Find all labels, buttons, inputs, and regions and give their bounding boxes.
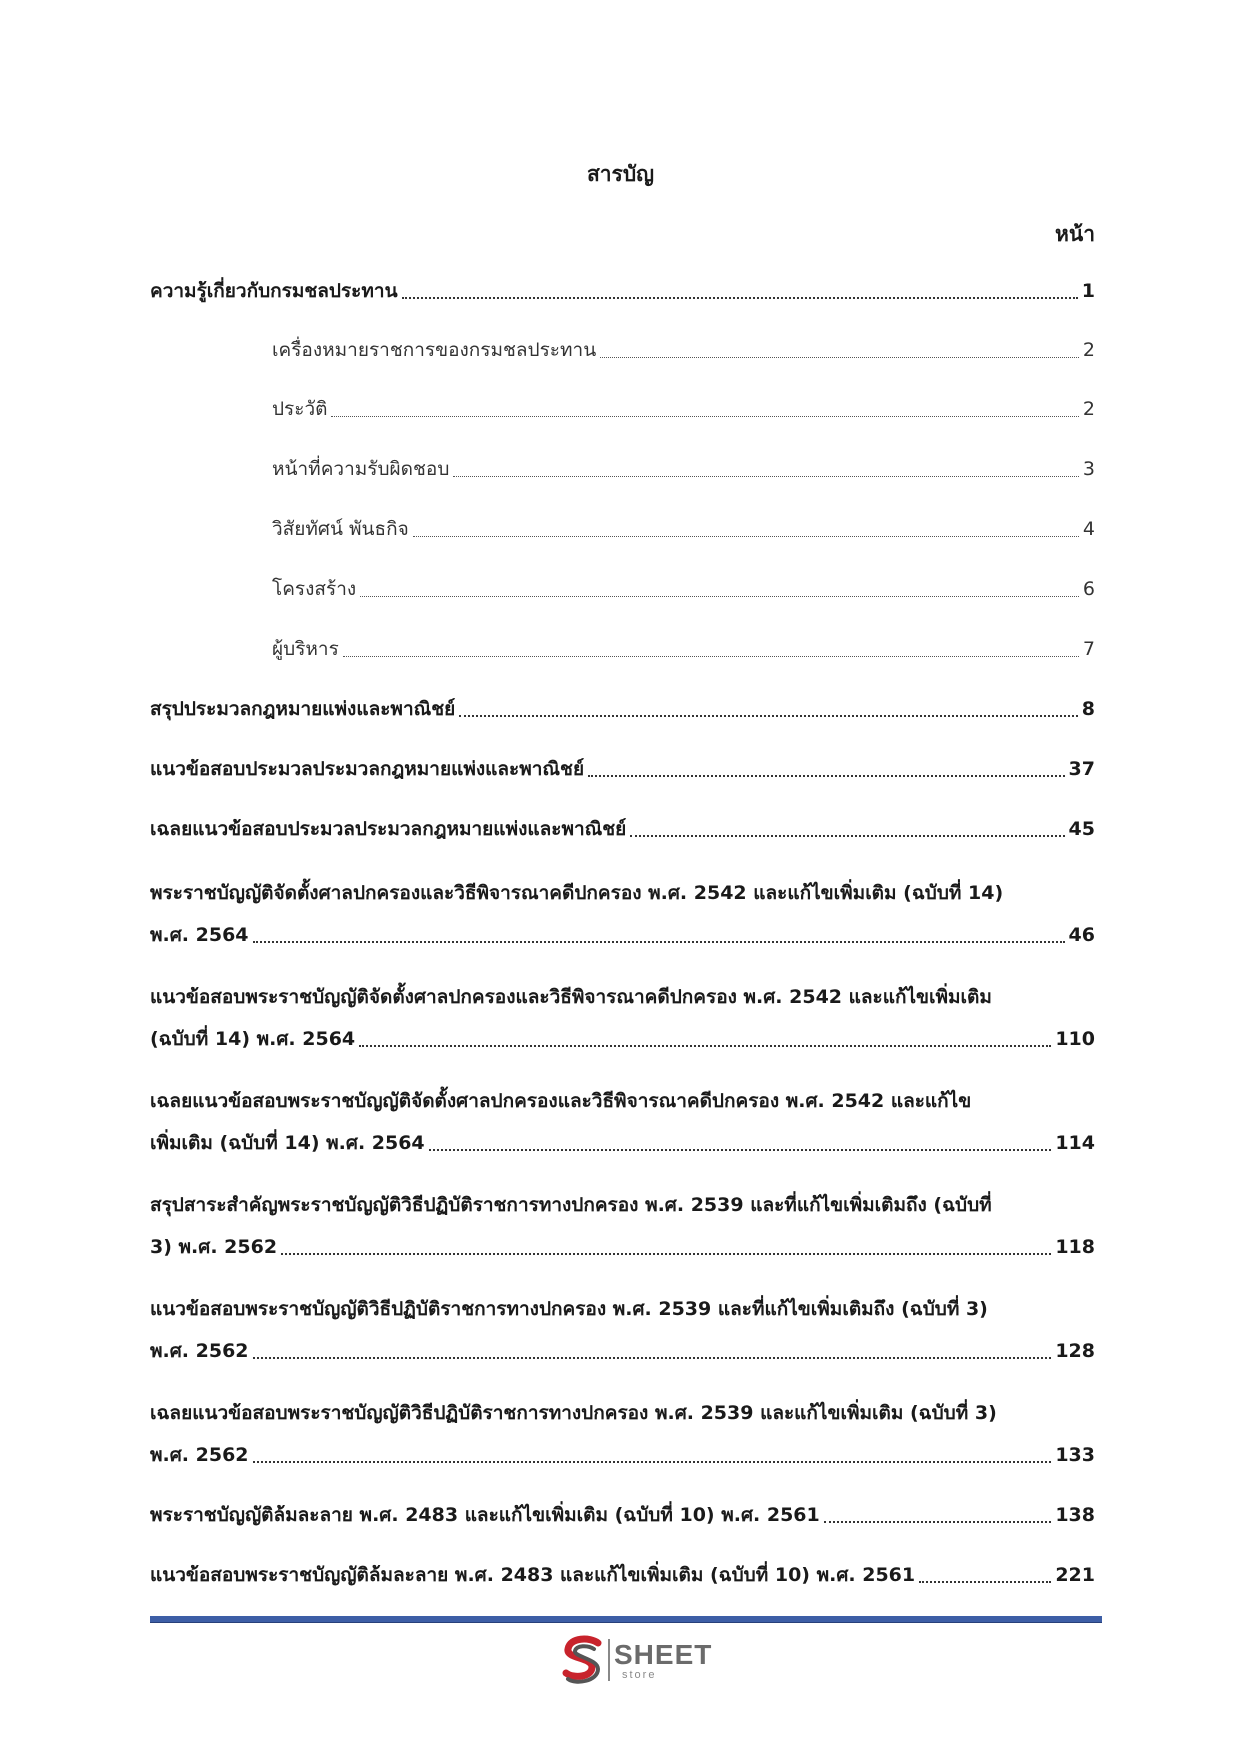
toc-entry-title: พ.ศ. 2562: [150, 1444, 249, 1466]
toc-entry-page: 6: [1082, 578, 1095, 600]
toc-entry-page: 46: [1068, 924, 1095, 946]
toc-entry-line1: แนวข้อสอบพระราชบัญญัติวิธีปฏิบัติราชการทางปกครอง พ.ศ. 2539 และที่แก้ไขเพิ่มเติมถึง (ฉบับที่ 3): [150, 1298, 988, 1320]
toc-dot-leader: [824, 1521, 1052, 1523]
toc-entry-title: โครงสร้าง: [272, 578, 357, 600]
toc-subentry[interactable]: [272, 452, 1095, 486]
toc-entry-line1: สรุปสาระสำคัญพระราชบัญญัติวิธีปฏิบัติราชการทางปกครอง พ.ศ. 2539 และที่แก้ไขเพิ่มเติมถึง (ฉบับที่: [150, 1194, 992, 1216]
toc-entry-title: พ.ศ. 2564: [150, 924, 249, 946]
toc-entry-title: 3) พ.ศ. 2562: [150, 1236, 278, 1258]
toc-entry[interactable]: [150, 1126, 1095, 1160]
toc-dot-leader: [253, 1357, 1052, 1359]
toc-entry-page: 2: [1082, 339, 1095, 361]
toc-dot-leader: [919, 1581, 1051, 1583]
toc-entry[interactable]: [150, 1230, 1095, 1264]
toc-entry-page: 128: [1055, 1340, 1095, 1362]
toc-dot-leader: [343, 656, 1079, 657]
toc-entry-title: แนวข้อสอบประมวลประมวลกฎหมายแพ่งและพาณิชย์: [150, 758, 585, 780]
toc-entry-title: หน้าที่ความรับผิดชอบ: [272, 458, 450, 480]
logo-wordmark: SHEET: [614, 1639, 713, 1670]
toc-entry-title: สรุปประมวลกฎหมายแพ่งและพาณิชย์: [150, 698, 456, 720]
toc-entry-page: 3: [1082, 458, 1095, 480]
toc-dot-leader: [331, 416, 1078, 417]
toc-entry-line1: เฉลยแนวข้อสอบพระราชบัญญัติจัดตั้งศาลปกครองและวิธีพิจารณาคดีปกครอง พ.ศ. 2542 และแก้ไข: [150, 1090, 972, 1112]
toc-entry-page: 45: [1068, 818, 1095, 840]
toc-entry[interactable]: [150, 1498, 1095, 1532]
toc-entry[interactable]: [150, 918, 1095, 952]
toc-entry-page: 37: [1068, 758, 1095, 780]
footer-rule: [150, 1616, 1102, 1623]
toc-subentry[interactable]: [272, 572, 1095, 606]
toc-entry-title: เครื่องหมายราชการของกรมชลประทาน: [272, 339, 597, 361]
toc-dot-leader: [281, 1253, 1051, 1255]
logo-divider: [608, 1639, 610, 1681]
toc-subentry[interactable]: [272, 333, 1095, 367]
toc-entry-page: 4: [1082, 518, 1095, 540]
toc-entry-page: 133: [1055, 1444, 1095, 1466]
toc-entry[interactable]: [150, 1438, 1095, 1472]
toc-entry-page: 221: [1055, 1564, 1095, 1586]
toc-entry[interactable]: [150, 1334, 1095, 1368]
toc-dot-leader: [360, 596, 1079, 597]
toc-dot-leader: [413, 536, 1079, 537]
toc-entry-page: 1: [1081, 280, 1095, 302]
toc-entry-page: 138: [1055, 1504, 1095, 1526]
toc-entry[interactable]: [150, 692, 1095, 726]
toc-entry[interactable]: [150, 812, 1095, 846]
sheet-store-s-icon: [560, 1635, 606, 1685]
toc-entry-page: 118: [1055, 1236, 1095, 1258]
toc-entry-page: 8: [1081, 698, 1095, 720]
toc-entry-title: ผู้บริหาร: [272, 638, 339, 660]
toc-entry-title: วิสัยทัศน์ พันธกิจ: [272, 518, 409, 540]
toc-entry-line1: เฉลยแนวข้อสอบพระราชบัญญัติวิธีปฏิบัติราชการทางปกครอง พ.ศ. 2539 และแก้ไขเพิ่มเติม (ฉบับที่ 3): [150, 1402, 997, 1424]
toc-entry[interactable]: [150, 752, 1095, 786]
toc-dot-leader: [459, 715, 1077, 717]
toc-entry-page: 7: [1082, 638, 1095, 660]
toc-dot-leader: [253, 1461, 1052, 1463]
toc-dot-leader: [630, 835, 1064, 837]
toc-entry-page: 2: [1082, 398, 1095, 420]
toc-dot-leader: [600, 357, 1079, 358]
toc-dot-leader: [429, 1149, 1052, 1151]
toc-entry-title: เพิ่มเติม (ฉบับที่ 14) พ.ศ. 2564: [150, 1132, 425, 1154]
page-title: สารบัญ: [586, 162, 655, 186]
toc-dot-leader: [453, 476, 1079, 477]
toc-subentry[interactable]: [272, 392, 1095, 426]
toc-entry-title: ประวัติ: [272, 398, 328, 420]
toc-entry-page: 114: [1055, 1132, 1095, 1154]
toc-entry[interactable]: [150, 1558, 1095, 1592]
toc-entry-title: ความรู้เกี่ยวกับกรมชลประทาน: [150, 280, 398, 302]
toc-entry[interactable]: [150, 274, 1095, 308]
toc-subentry[interactable]: [272, 512, 1095, 546]
logo-subtext: store: [622, 1669, 657, 1681]
toc-entry-title: พ.ศ. 2562: [150, 1340, 249, 1362]
toc-entry[interactable]: [150, 1022, 1095, 1056]
toc-entry-line1: พระราชบัญญัติจัดตั้งศาลปกครองและวิธีพิจารณาคดีปกครอง พ.ศ. 2542 และแก้ไขเพิ่มเติม (ฉบับที่ 14): [150, 882, 1004, 904]
toc-entry-title: แนวข้อสอบพระราชบัญญัติล้มละลาย พ.ศ. 2483 และแก้ไขเพิ่มเติม (ฉบับที่ 10) พ.ศ. 2561: [150, 1564, 916, 1586]
toc-entry-title: (ฉบับที่ 14) พ.ศ. 2564: [150, 1028, 356, 1050]
toc-subentry[interactable]: [272, 632, 1095, 666]
page-column-heading: หน้า: [1055, 222, 1095, 246]
toc-dot-leader: [253, 941, 1065, 943]
toc-dot-leader: [359, 1045, 1051, 1047]
toc-entry-title: พระราชบัญญัติล้มละลาย พ.ศ. 2483 และแก้ไขเพิ่มเติม (ฉบับที่ 10) พ.ศ. 2561: [150, 1504, 820, 1526]
toc-entry-page: 110: [1055, 1028, 1095, 1050]
toc-dot-leader: [402, 297, 1078, 299]
sheet-store-logo: [560, 1633, 740, 1689]
toc-entry-title: เฉลยแนวข้อสอบประมวลประมวลกฎหมายแพ่งและพาณิชย์: [150, 818, 627, 840]
toc-entry-line1: แนวข้อสอบพระราชบัญญัติจัดตั้งศาลปกครองและวิธีพิจารณาคดีปกครอง พ.ศ. 2542 และแก้ไขเพิ่มเติม: [150, 986, 992, 1008]
toc-dot-leader: [588, 775, 1064, 777]
